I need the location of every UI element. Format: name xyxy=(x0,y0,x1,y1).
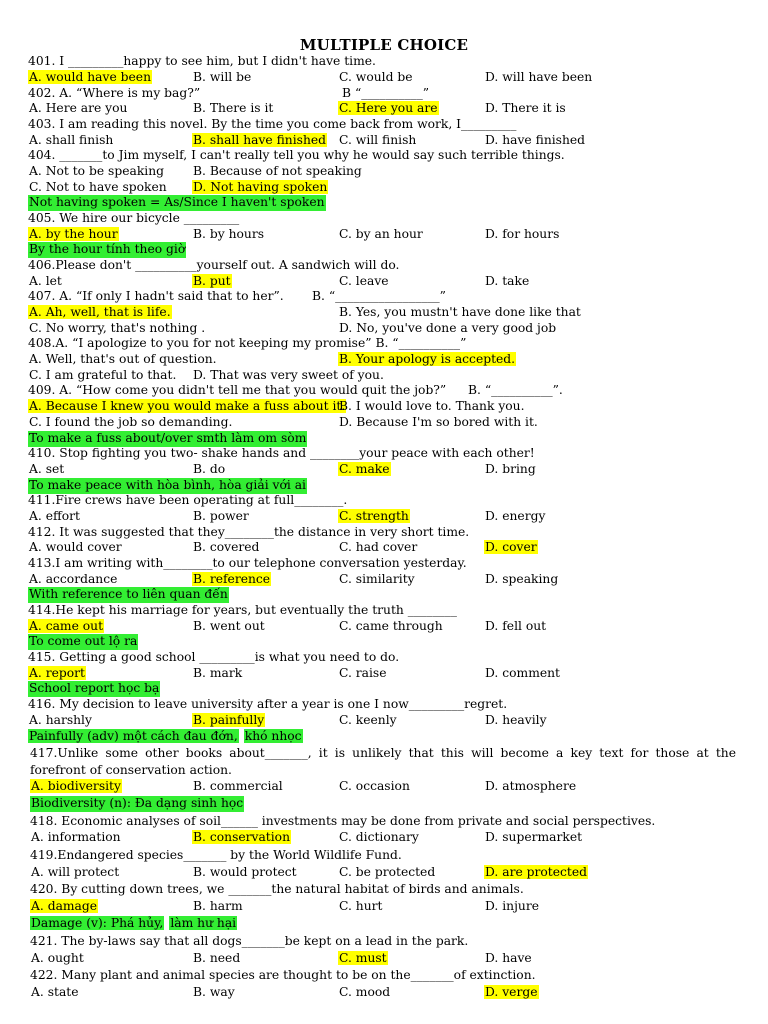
options-406 xyxy=(0,274,768,290)
note-413: With reference to liên quan đến xyxy=(29,587,228,601)
note-420-part2: làm hư hại xyxy=(170,916,237,930)
option-a: A. Well, that's out of question. xyxy=(29,352,217,366)
options-408-row1 xyxy=(0,352,768,368)
option-a: A. information xyxy=(31,830,121,844)
note-409: To make a fuss about/over smth làm om sòm xyxy=(29,431,307,445)
option-b: B. went out xyxy=(193,619,265,633)
note-415: School report học bạ xyxy=(29,681,160,695)
question-420: 420. By cutting down trees, we _______the natural habitat of birds and animals. xyxy=(30,882,524,896)
question-421: 421. The by-laws say that all dogs_______be kept on a lead in the park. xyxy=(30,934,469,948)
option-a: A. will protect xyxy=(31,865,120,879)
option-a-correct: A. would have been xyxy=(29,70,151,84)
note-416-part1: Painfully (adv) một cách đau đớn, xyxy=(29,729,238,743)
option-c: C. No worry, that's nothing . xyxy=(29,321,206,335)
option-d: D. Because I'm so bored with it. xyxy=(339,415,538,429)
option-d-correct: D. Not having spoken xyxy=(193,180,328,194)
options-404-row2 xyxy=(0,180,768,196)
options-420 xyxy=(0,899,768,915)
options-407-row1 xyxy=(0,305,768,321)
question-403: 403. I am reading this novel. By the time you come back from work, I_________ xyxy=(28,117,517,131)
option-c: C. will finish xyxy=(339,133,417,147)
option-c-correct: C. make xyxy=(339,462,390,476)
question-402-response: B “__________” xyxy=(342,86,430,100)
options-409-row2 xyxy=(0,415,768,431)
option-d: D. atmosphere xyxy=(485,779,577,793)
option-d: D. heavily xyxy=(485,713,547,727)
option-a: A. Here are you xyxy=(29,101,128,115)
page-title: MULTIPLE CHOICE xyxy=(299,36,469,54)
option-d: D. bring xyxy=(485,462,536,476)
option-b: B. mark xyxy=(193,666,243,680)
option-c: C. Not to have spoken xyxy=(29,180,167,194)
note-417: Biodiversity (n): Đa dạng sinh học xyxy=(31,796,244,810)
option-a-correct: A. Ah, well, that is life. xyxy=(29,305,171,319)
question-408: 408.A. “I apologize to you for not keeping my promise” B. “__________” xyxy=(28,336,467,350)
option-b: B. Because of not speaking xyxy=(193,164,362,178)
options-421 xyxy=(0,951,768,967)
option-b: B. There is it xyxy=(193,101,274,115)
option-a: A. ought xyxy=(31,951,84,965)
option-b: B. need xyxy=(193,951,241,965)
note-420 xyxy=(30,916,237,932)
option-b: B. Yes, you mustn't have done like that xyxy=(339,305,581,319)
option-b: B. way xyxy=(193,985,235,999)
note-420-part1: Damage (v): Phá hủy, xyxy=(31,916,164,930)
note-405: By the hour tính theo giờ xyxy=(29,242,186,256)
option-a-correct: A. by the hour xyxy=(29,227,118,241)
option-a: A. accordance xyxy=(29,572,118,586)
option-d: D. energy xyxy=(485,509,546,523)
option-d-correct: D. verge xyxy=(485,985,538,999)
option-c: C. similarity xyxy=(339,572,415,586)
question-419: 419.Endangered species_______ by the World Wildlife Fund. xyxy=(30,848,402,862)
option-c: C. raise xyxy=(339,666,387,680)
option-a: A. shall finish xyxy=(29,133,114,147)
question-407-response: B. “_________________” xyxy=(312,289,446,303)
option-c: C. would be xyxy=(339,70,413,84)
option-d: D. take xyxy=(485,274,530,288)
option-d-correct: D. are protected xyxy=(485,865,587,879)
option-b: B. will be xyxy=(193,70,252,84)
note-414: To come out lộ ra xyxy=(29,634,138,648)
option-b-correct: B. reference xyxy=(193,572,271,586)
option-d: D. for hours xyxy=(485,227,560,241)
option-c: C. by an hour xyxy=(339,227,423,241)
question-422: 422. Many plant and animal species are thought to be on the_______of extinction. xyxy=(30,968,536,982)
options-411 xyxy=(0,509,768,525)
options-404-row1 xyxy=(0,164,768,180)
options-405 xyxy=(0,227,768,243)
option-c: C. be protected xyxy=(339,865,436,879)
option-c: C. keenly xyxy=(339,713,397,727)
question-416: 416. My decision to leave university after a year is one I now_________regret. xyxy=(28,697,508,711)
option-d: D. injure xyxy=(485,899,539,913)
option-b-correct: B. shall have finished xyxy=(193,133,327,147)
option-d: D. That was very sweet of you. xyxy=(193,368,384,382)
note-410: To make peace with hòa bình, hòa giải với ai xyxy=(29,478,306,492)
options-413 xyxy=(0,572,768,588)
option-a-correct: A. biodiversity xyxy=(31,779,121,793)
option-a: A. set xyxy=(29,462,65,476)
question-411: 411.Fire crews have been operating at full________. xyxy=(28,493,348,507)
question-415: 415. Getting a good school _________is what you need to do. xyxy=(28,650,400,664)
option-d: D. supermarket xyxy=(485,830,583,844)
options-419 xyxy=(0,865,768,881)
option-c: C. hurt xyxy=(339,899,383,913)
question-413: 413.I am writing with________to our telephone conversation yesterday. xyxy=(28,556,467,570)
option-b: B. harm xyxy=(193,899,243,913)
option-a: A. harshly xyxy=(29,713,92,727)
note-416-part2: khó nhọc xyxy=(244,729,302,743)
options-410 xyxy=(0,462,768,478)
question-414: 414.He kept his marriage for years, but eventually the truth ________ xyxy=(28,603,457,617)
options-402 xyxy=(0,101,768,117)
option-c: C. mood xyxy=(339,985,391,999)
option-d: D. speaking xyxy=(485,572,559,586)
note-416 xyxy=(28,729,303,745)
option-b: B. covered xyxy=(193,540,260,554)
option-a-correct: A. came out xyxy=(29,619,104,633)
option-c: C. leave xyxy=(339,274,389,288)
options-414 xyxy=(0,619,768,635)
option-c: C. came through xyxy=(339,619,443,633)
option-d: D. have xyxy=(485,951,532,965)
options-412 xyxy=(0,540,768,556)
option-b: B. would protect xyxy=(193,865,297,879)
options-401 xyxy=(0,70,768,86)
option-d: D. comment xyxy=(485,666,560,680)
question-417: 417.Unlike some other books about_______, it is unlikely that this will become a key text for those at the forefront of conservation action. xyxy=(30,746,736,777)
question-409-response: B. “__________”. xyxy=(468,383,563,397)
option-c-correct: C. must xyxy=(339,951,387,965)
options-418 xyxy=(0,830,768,846)
question-412: 412. It was suggested that they________the distance in very short time. xyxy=(28,525,470,539)
question-401: 401. I _________happy to see him, but I didn't have time. xyxy=(28,54,376,68)
options-408-row2 xyxy=(0,368,768,384)
option-a: A. state xyxy=(31,985,79,999)
option-b-correct: B. Your apology is accepted. xyxy=(339,352,516,366)
options-416 xyxy=(0,713,768,729)
option-d-correct: D. cover xyxy=(485,540,537,554)
question-409: 409. A. “How come you didn't tell me that you would quit the job?” xyxy=(28,383,447,397)
option-b: B. power xyxy=(193,509,249,523)
option-a: A. effort xyxy=(29,509,80,523)
option-a-correct: A. damage xyxy=(31,899,98,913)
option-b: B. by hours xyxy=(193,227,265,241)
question-407: 407. A. “If only I hadn't said that to her”. xyxy=(28,289,284,303)
option-d: D. will have been xyxy=(485,70,593,84)
options-407-row2 xyxy=(0,321,768,337)
option-c: C. had cover xyxy=(339,540,418,554)
question-406: 406.Please don't __________yourself out. A sandwich will do. xyxy=(28,258,400,272)
option-a: A. would cover xyxy=(29,540,122,554)
option-d: D. There it is xyxy=(485,101,566,115)
option-b-correct: B. conservation xyxy=(193,830,291,844)
option-b: B. commercial xyxy=(193,779,283,793)
option-d: D. have finished xyxy=(485,133,586,147)
option-c: C. occasion xyxy=(339,779,410,793)
option-b-correct: B. painfully xyxy=(193,713,265,727)
option-b: B. I would love to. Thank you. xyxy=(339,399,525,413)
option-a-correct: A. report xyxy=(29,666,85,680)
options-422 xyxy=(0,985,768,1001)
note-404: Not having spoken = As/Since I haven't spoken xyxy=(29,195,325,209)
option-a: A. let xyxy=(29,274,62,288)
options-403 xyxy=(0,133,768,149)
option-c: C. dictionary xyxy=(339,830,419,844)
option-d: D. fell out xyxy=(485,619,547,633)
question-418: 418. Economic analyses of soil______ investments may be done from private and social perspectives. xyxy=(30,814,656,828)
option-a: A. Not to be speaking xyxy=(29,164,164,178)
option-c: C. I found the job so demanding. xyxy=(29,415,233,429)
option-b: B. do xyxy=(193,462,226,476)
option-c-correct: C. strength xyxy=(339,509,409,523)
options-409-row1 xyxy=(0,399,768,415)
options-415 xyxy=(0,666,768,682)
question-405: 405. We hire our bicycle _________ xyxy=(28,211,240,225)
option-c-correct: C. Here you are xyxy=(339,101,438,115)
question-402: 402. A. “Where is my bag?” xyxy=(28,86,201,100)
option-c: C. I am grateful to that. xyxy=(29,368,177,382)
option-b-correct: B. put xyxy=(193,274,231,288)
options-417 xyxy=(0,779,768,795)
question-410: 410. Stop fighting you two- shake hands and ________your peace with each other! xyxy=(28,446,535,460)
question-404: 404. _______to Jim myself, I can't really tell you why he would say such terrible things. xyxy=(28,148,565,162)
option-d: D. No, you've done a very good job xyxy=(339,321,557,335)
option-a-correct: A. Because I knew you would make a fuss about it. xyxy=(29,399,346,413)
